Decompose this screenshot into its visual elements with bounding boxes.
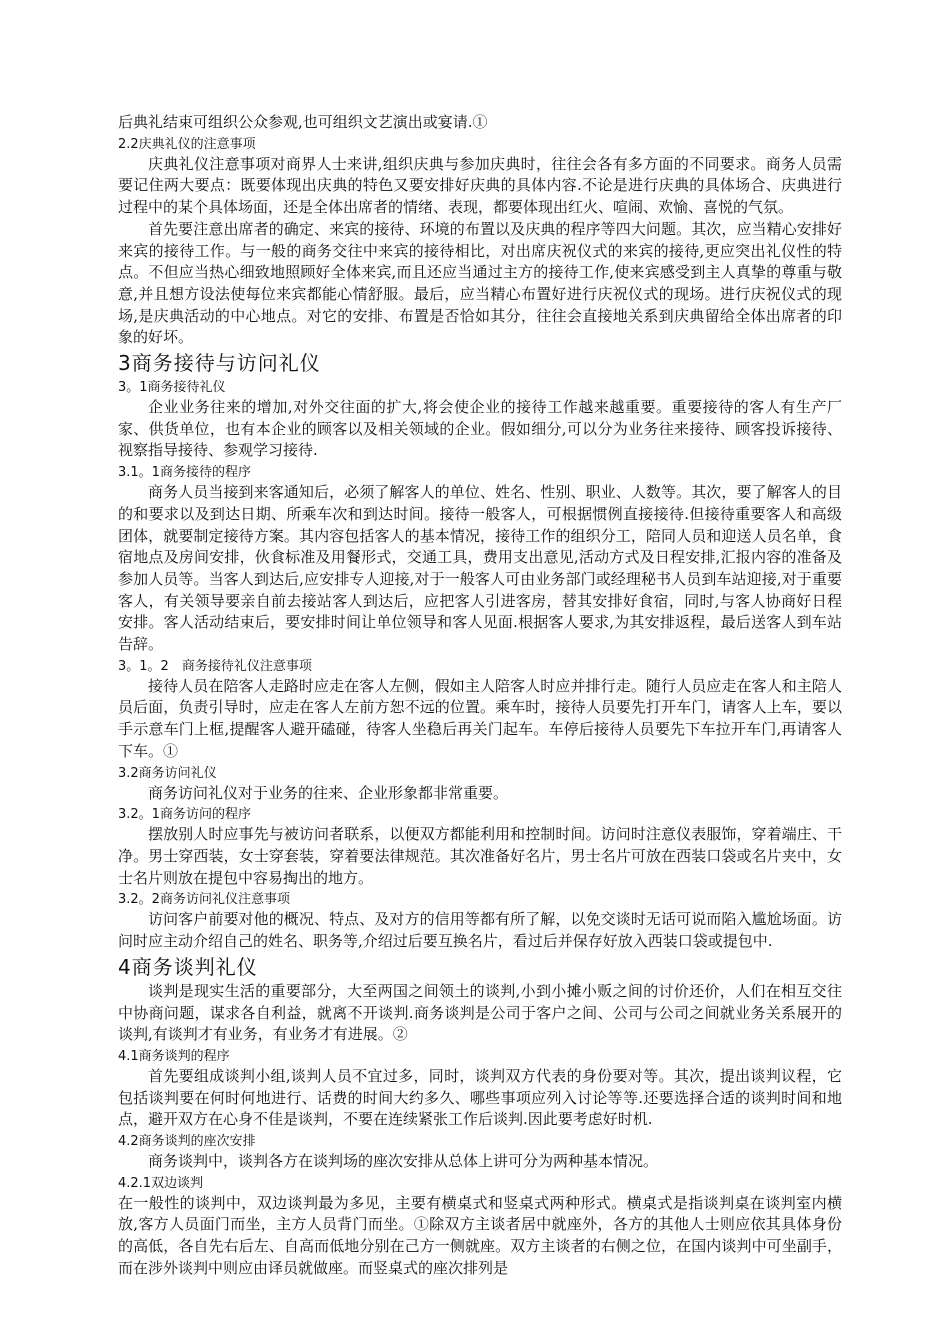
chapter-heading-4: 4商务谈判礼仪 bbox=[118, 954, 258, 979]
paragraph: 后典礼结束可组织公众参观,也可组织文艺演出或宴请.① bbox=[118, 113, 488, 131]
paragraph: 庆典礼仪注意事项对商界人士来讲,组织庆典与参加庆典时，往往会各有多方面的不同要求。商务人员需要记住两大要点：既要体现出庆典的特色又要安排好庆典的具体内容.不论是进行庆典的具体场合、庆典进行过程中的某个具体场面，还是全体出席者的情绪、表现，都要体现出红火、喧闹、欢愉、喜悦的气氛。 bbox=[118, 154, 842, 217]
section-heading-3-1: 3。1商务接待礼仪 bbox=[118, 380, 226, 396]
paragraph: 接待人员在陪客人走路时应走在客人左侧，假如主人陪客人时应并排行走。随行人员应走在客人和主陪人员后面，负责引导时，应走在客人左前方恕不远的位置。乘车时，接待人员要先打开车门，请客人上车，要以手示意车门上框,提醒客人避开磕碰，待客人坐稳后再关门起车。车停后接待人员要先下车拉开车门,再请客人下车。① bbox=[118, 676, 842, 760]
paragraph: 商务访问礼仪对于业务的往来、企业形象都非常重要。 bbox=[148, 783, 509, 802]
paragraph: 访问客户前要对他的概况、特点、及对方的信用等都有所了解，以免交谈时无话可说而陷入尴尬场面。访问时应主动介绍自己的姓名、职务等,介绍过后要互换名片，看过后并保存好放入西装口袋或提包中. bbox=[118, 910, 842, 951]
section-heading-4-2-1: 4.2.1双边谈判 bbox=[118, 1175, 204, 1191]
document-page bbox=[118, 112, 842, 1280]
paragraph: 在一般性的谈判中，双边谈判最为多见，主要有横桌式和竖桌式两种形式。横桌式是指谈判桌在谈判室内横放,客方人员面门而坐，主方人员背门而坐。①除双方主谈者居中就座外，各方的其他人士则应依其具体身份的高低，各自先右后左、自高而低地分别在己方一侧就座。双方主谈者的右侧之位，在国内谈判中可坐副手，而在涉外谈判中则应由译员就做座。而竖桌式的座次排列是 bbox=[118, 1193, 842, 1277]
chapter-heading-3: 3商务接待与访问礼仪 bbox=[118, 351, 321, 376]
section-heading-3-2-2: 3.2。2商务访问礼仪注意事项 bbox=[118, 892, 290, 908]
paragraph: 摆放别人时应事先与被访问者联系，以便双方都能利用和控制时间。访问时注意仪表服饰，穿着端庄、干净。男士穿西装，女士穿套装，穿着要法律规范。其次准备好名片，男士名片可放在西装口袋或名片夹中，女士名片则放在提包中容易掏出的地方。 bbox=[118, 825, 842, 887]
paragraph: 企业业务往来的增加,对外交往面的扩大,将会使企业的接待工作越来越重要。重要接待的客人有生产厂家、供货单位，也有本企业的顾客以及相关领域的企业。假如细分,可以分为业务往来接待、顾客投诉接待、视察指导接待、参观学习接待. bbox=[118, 398, 842, 460]
section-heading-3-2: 3.2商务访问礼仪 bbox=[118, 765, 217, 781]
paragraph: 首先要组成谈判小组,谈判人员不宜过多，同时，谈判双方代表的身份要对等。其次，提出谈判议程，它包括谈判要在何时何地进行、话费的时间大约多久、哪些事项应列入讨论等等.还要选择合适的谈判时间和地点，避开双方在心身不佳是谈判，不要在连续紧张工作后谈判.因此要考虑好时机. bbox=[118, 1066, 842, 1129]
section-heading-3-1-1: 3.1。1商务接待的程序 bbox=[118, 465, 251, 481]
section-heading-4-1: 4.1商务谈判的程序 bbox=[118, 1048, 230, 1064]
section-heading-3-1-2: 3。1。2 商务接待礼仪注意事项 bbox=[118, 658, 312, 674]
paragraph: 商务人员当接到来客通知后，必须了解客人的单位、姓名、性别、职业、人数等。其次，要了解客人的目的和要求以及到达日期、所乘车次和到达时间。接待一般客人，可根据惯例直接接待.但接待重要客人和高级团体，就要制定接待方案。其内容包括客人的基本情况，接待工作的组织分工，陪同人员和迎送人员名单，食宿地点及房间安排，伙食标准及用餐形式，交通工具，费用支出意见,活动方式及日程安排,汇报内容的准备及参加人员等。当客人到达后,应安排专人迎接,对于一般客人可由业务部门或经理秘书人员到车站迎接,对于重要客人，有关领导要亲自前去接站客人到达后，应把客人引进客房，替其安排好食宿，同时,与客人协商好日程安排。客人活动结束后，要安排时间让单位领导和客人见面.根据客人要求,为其安排返程，最后送客人到车站告辞。 bbox=[118, 483, 842, 654]
paragraph: 首先要注意出席者的确定、来宾的接待、环境的布置以及庆典的程序等四大问题。其次，应当精心安排好来宾的接待工作。与一般的商务交往中来宾的接待相比，对出席庆祝仪式的来宾的接待,更应突出礼仪性的特点。不但应当热心细致地照顾好全体来宾,而且还应当通过主方的接待工作,使来宾感受到主人真挚的尊重与敬意,并且想方设法使每位来宾都能心情舒服。最后，应当精心布置好进行庆祝仪式的现场。进行庆祝仪式的现场,是庆典活动的中心地点。对它的安排、布置是否恰如其分，往往会直接地关系到庆典留给全体出席者的印象的好坏。 bbox=[118, 219, 842, 347]
section-heading-2-2: 2.2庆典礼仪的注意事项 bbox=[118, 136, 256, 152]
section-heading-4-2: 4.2商务谈判的座次安排 bbox=[118, 1134, 256, 1150]
paragraph: 商务谈判中，谈判各方在谈判场的座次安排从总体上讲可分为两种基本情况。 bbox=[148, 1152, 659, 1171]
section-heading-3-2-1: 3.2。1商务访问的程序 bbox=[118, 807, 251, 823]
paragraph: 谈判是现实生活的重要部分，大至两国之间领土的谈判,小到小摊小贩之间的讨价还价，人们在相互交往中协商问题，谋求各自利益，就离不开谈判.商务谈判是公司于客户之间、公司与公司之间就业务关系展开的谈判,有谈判才有业务，有业务才有进展。② bbox=[118, 981, 842, 1044]
